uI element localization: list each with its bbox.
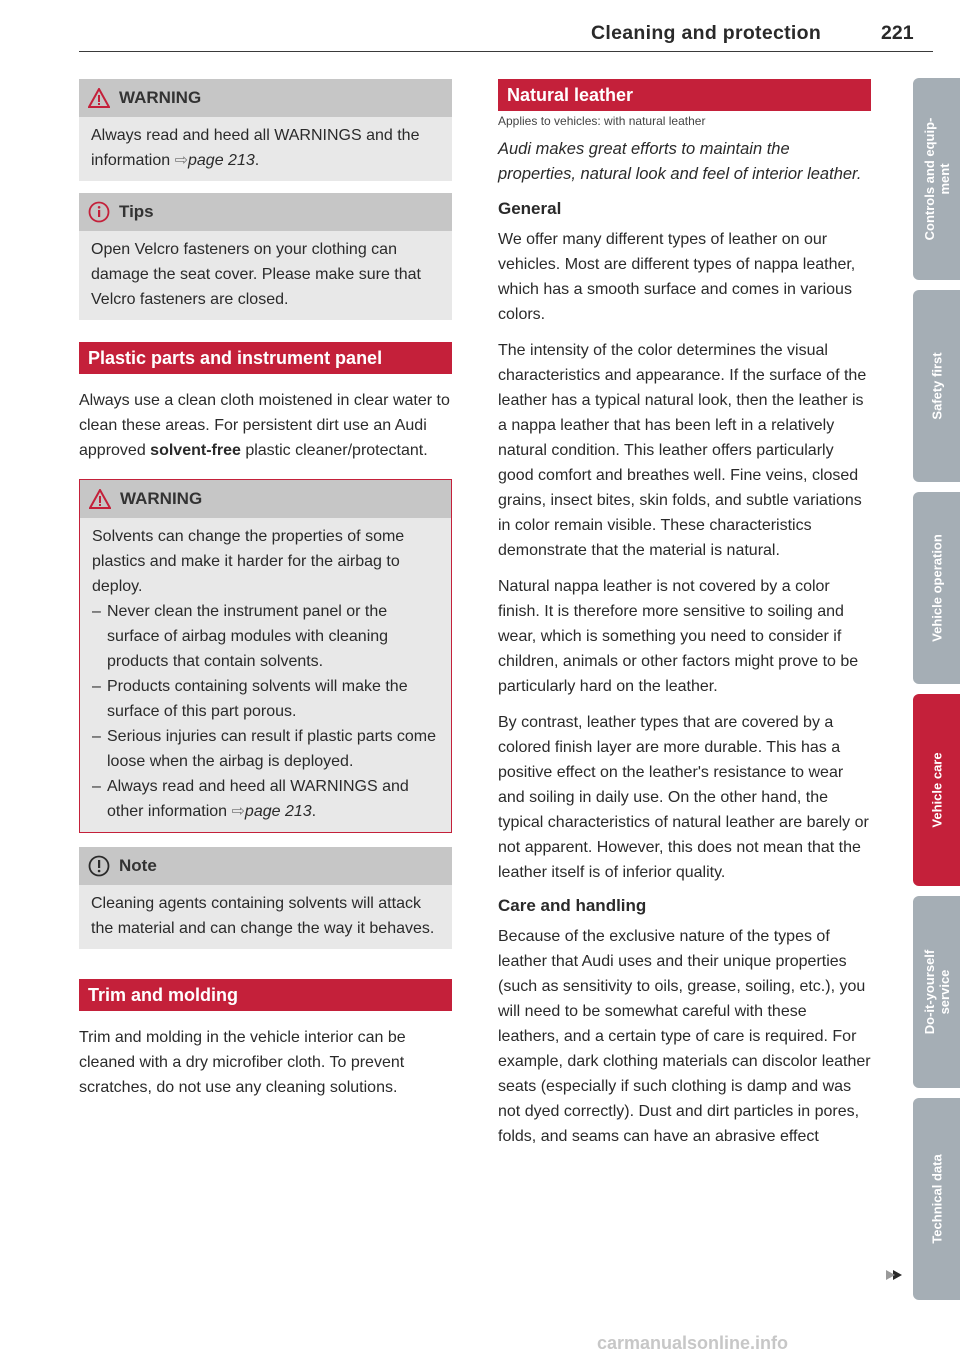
warning-box bbox=[79, 79, 452, 181]
left-column bbox=[79, 79, 452, 1111]
warning-header bbox=[80, 480, 451, 518]
note-header bbox=[79, 847, 452, 885]
tips-box bbox=[79, 193, 452, 320]
page-reference-link[interactable]: page 213 bbox=[244, 803, 312, 820]
page-header-title: Cleaning and protection bbox=[591, 22, 822, 44]
tab-label: Vehicle operation bbox=[929, 534, 944, 642]
list-item: – Products containing solvents will make the surface of this part porous. bbox=[92, 674, 439, 724]
reference-arrow-icon: ⇨ bbox=[174, 152, 188, 169]
warning-body bbox=[79, 117, 452, 181]
note-title: Note bbox=[119, 856, 157, 875]
warning-intro: Solvents can change the properties of some plastics and make it harder for the airbag to deploy. bbox=[92, 528, 405, 595]
subheading-general: General bbox=[498, 199, 562, 218]
warning-box-solvents bbox=[79, 479, 452, 833]
page-reference-link[interactable]: page 213 bbox=[188, 152, 255, 169]
continue-arrow-icon bbox=[893, 1270, 902, 1280]
plastic-text-end: plastic cleaner/protectant. bbox=[240, 442, 428, 459]
tips-body bbox=[79, 231, 452, 320]
warning-header bbox=[79, 79, 452, 117]
note-body bbox=[79, 885, 452, 949]
paragraph: Because of the exclusive nature of the types of leather that Audi uses and their unique properties (such as sensitivity to oils, grease, soiling, etc.), you will need to be somewhat careful with these leathers, and a certain type of care is required. For example, dark clothing materials can discolor leather seats (especially if such clothing is damp and was not dyed correctly). Dust and dirt particles in pores, folds, and seams can have an abrasive effect bbox=[498, 928, 871, 1145]
list-item: – Serious injuries can result if plastic parts come loose when the airbag is deployed. bbox=[92, 724, 439, 774]
paragraph: We offer many different types of leather on our vehicles. Most are different types of nappa leather, which has a smooth surface and comes in various colors. bbox=[498, 231, 856, 323]
reference-arrow-icon: ⇨ bbox=[231, 803, 245, 820]
tab-do-it-yourself-service[interactable] bbox=[913, 896, 960, 1088]
plastic-text-part: Always use a clean cloth moistened in clear water to clean these areas. For persistent dirt use an Audi approved bbox=[79, 392, 450, 459]
warning-title: WARNING bbox=[120, 489, 203, 508]
warning-text-part: Always read and heed all WARNINGS and the information bbox=[91, 127, 420, 169]
tab-label: Safety first bbox=[929, 352, 944, 420]
tips-header bbox=[79, 193, 452, 231]
tab-controls-equipment[interactable] bbox=[913, 78, 960, 280]
tab-vehicle-operation[interactable] bbox=[913, 492, 960, 684]
tips-title: Tips bbox=[119, 202, 154, 221]
note-box bbox=[79, 847, 452, 949]
warning-title: WARNING bbox=[119, 88, 202, 107]
plastic-parts-paragraph bbox=[79, 388, 452, 463]
intro-text: Audi makes great efforts to maintain the properties, natural look and feel of interior leather. bbox=[498, 140, 862, 183]
list-item: – Never clean the instrument panel or the surface of airbag modules with cleaning products that contain solvents. bbox=[92, 599, 439, 674]
tab-vehicle-care[interactable] bbox=[913, 694, 960, 886]
subheading-care-handling: Care and handling bbox=[498, 896, 647, 915]
paragraph: The intensity of the color determines the visual characteristics and appearance. If the surface of the leather has a typical natural look, then the leather is a nappa leather that has been left in a relatively natural condition. This leather offers particularly good comfort and breathes well. Fine veins, closed grains, insect bites, skin folds, and subtle variations in color remain visible. These characteristics demonstrate that the material is natural. bbox=[498, 342, 867, 559]
page-number: 221 bbox=[881, 22, 914, 44]
warning-text bbox=[91, 123, 440, 173]
section-heading-natural-leather: Natural leather bbox=[498, 79, 871, 111]
tab-label: Do-it-yourself service bbox=[921, 949, 952, 1035]
warning-text-end: . bbox=[254, 152, 260, 169]
warning-body bbox=[80, 518, 451, 832]
trim-paragraph: Trim and molding in the vehicle interior can be cleaned with a dry microfiber cloth. To prevent scratches, do not use any cleaning solutions. bbox=[79, 1029, 406, 1096]
tab-label: Vehicle care bbox=[929, 752, 944, 828]
warning-triangle-icon bbox=[89, 489, 111, 509]
warning-list bbox=[92, 599, 439, 824]
right-column bbox=[498, 79, 871, 1160]
info-circle-icon bbox=[88, 201, 110, 223]
section-heading-trim-molding: Trim and molding bbox=[79, 979, 452, 1011]
tips-text: Open Velcro fasteners on your clothing can damage the seat cover. Please make sure that Velcro fasteners are closed. bbox=[91, 241, 421, 308]
tab-label: Controls and equip- ment bbox=[921, 117, 952, 241]
tab-technical-data[interactable] bbox=[913, 1098, 960, 1300]
paragraph: By contrast, leather types that are covered by a colored finish layer are more durable. This has a positive effect on the leather's resistance to wear and soiling in daily use. On the other hand, the typical characteristics of natural leather are barely or not apparent. However, this does not mean that the leather itself is of inferior quality. bbox=[498, 714, 869, 881]
watermark-text: carmanualsonline.info bbox=[597, 1333, 789, 1353]
applies-to-note: Applies to vehicles: with natural leather bbox=[498, 114, 706, 128]
plastic-bold-term: solvent-free bbox=[150, 442, 241, 459]
list-item bbox=[92, 774, 439, 824]
note-exclamation-icon bbox=[88, 855, 110, 877]
tab-safety-first[interactable] bbox=[913, 290, 960, 482]
note-text: Cleaning agents containing solvents will attack the material and can change the way it behaves. bbox=[91, 895, 435, 937]
tab-label: Technical data bbox=[929, 1154, 944, 1244]
list-item-end: . bbox=[311, 803, 317, 820]
warning-triangle-icon bbox=[88, 88, 110, 108]
header-rule bbox=[79, 51, 933, 52]
section-heading-plastic-parts: Plastic parts and instrument panel bbox=[79, 342, 452, 374]
list-item-text: Always read and heed all WARNINGS and other information bbox=[107, 778, 409, 820]
paragraph: Natural nappa leather is not covered by a color finish. It is therefore more sensitive to soiling and wear, which is something you need to consider if children, animals or other factors might prove to be particularly hard on the leather. bbox=[498, 578, 859, 695]
